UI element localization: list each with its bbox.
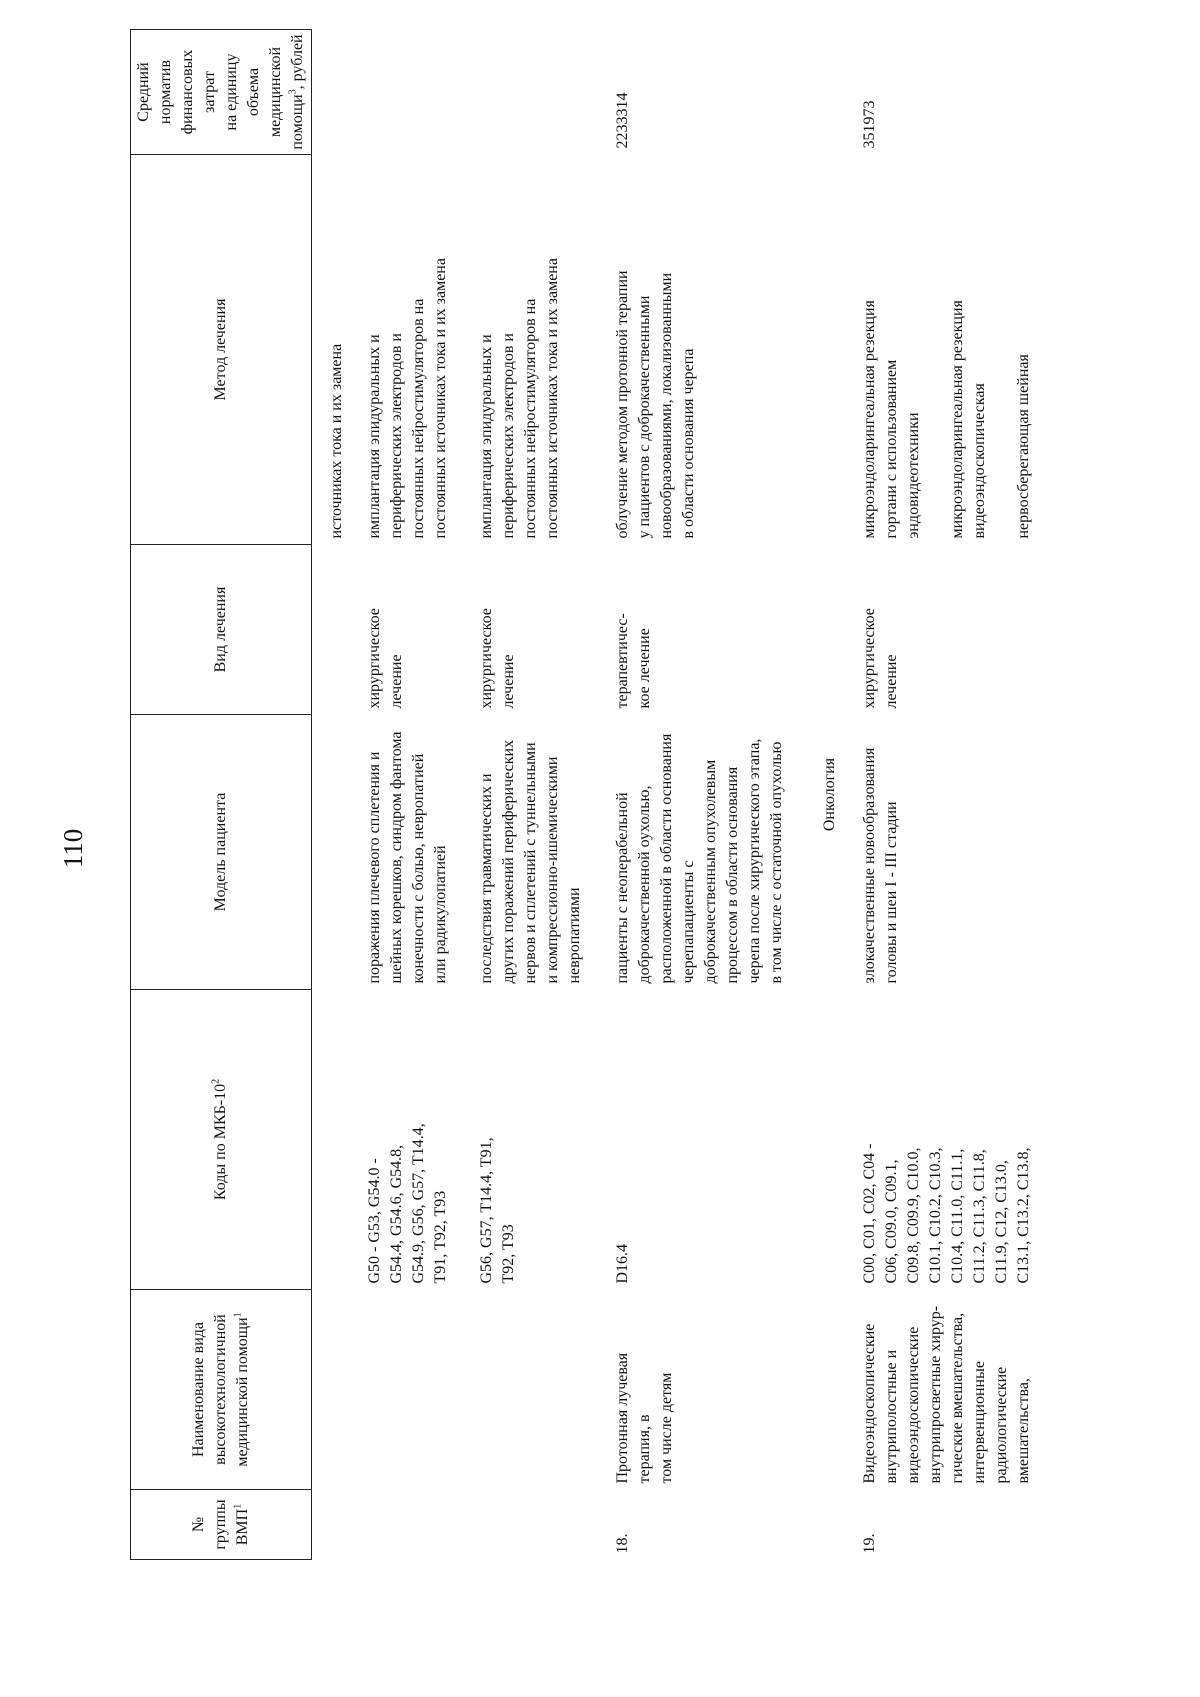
cell-vid: терапевтичес- кое лечение [613,613,653,709]
table-row [612,30,819,1560]
table-header-row [131,30,312,1560]
cell-method: имплантация эпидуральных и периферических электродов и постоянных нейростимуляторов на постоянных источниках тока и их замена [365,258,449,539]
table-row [476,30,612,1560]
cell-method: микроэндоларингеальная резекция гортани с использованием эндовидеотехники микроэндоларингеальная резекция видеоэндоскопическая нервосберегающая шейная [860,300,1032,539]
header-cost: Средний норматив финансовых затрат на единицу объема медицинской помощи$^3$, рублей [131,30,312,155]
table-row [859,30,1035,1560]
header-model: Модель пациента [131,715,312,990]
header-name: Наименование вида высокотехнологичной медицинской помощи$^1$ [131,1290,312,1490]
cell-cost: 2233314 [613,92,631,149]
header-method: Метод лечения [131,155,312,545]
cell-method: источниках тока и их замена [328,343,345,539]
cell-codes: D16.4 [613,1243,631,1284]
cell-model: последствия травматических и других поражений периферических нервов и сплетений с туннельными и компрессионно-ишемическими невропатиями [477,739,583,984]
cell-vid: хирургическое лечение [477,608,517,709]
cell-codes: C00, C01, C02, C04 - C06, C09.0, C09.1, C09.8, C09.9, C10.0, C10.1, C10.2, C10.3, C10.4, C11.0, C11.1, C11.2, C11.3, C11.8, C11.9, C12, C13.0, C13.1, C13.2, C13.8, [860,1143,1032,1284]
cell-model: злокачественные новообразования головы и шеи I - III стадии [860,747,900,984]
cell-vid: хирургическое лечение [860,608,900,709]
section-title-oncology: Онкология [820,757,838,832]
cell-method: облучение методом протонной терапии у пациентов с доброкачественными новообразованиями, локализованными в области основания черепа [613,270,697,539]
header-num: № группы ВМП$^1$ [131,1490,312,1560]
cell-model: пациенты с неоперабельной доброкачественной оухолью, расположенной в области основания черепапациенты с доброкачественным опухолевым процессом в области основания черепа после хирургического этапа, в том числе с остаточной опухолью [613,733,785,984]
table-row [312,30,364,1560]
vmp-table [130,29,1035,1560]
cell-name: Видеоэндоскопические внутриполостные и видеоэндоскопические внутрипросветные хирур- гические вмешательства, интервенционные радиологические вмешательства, [860,1305,1032,1484]
page-number: 110 [58,828,88,869]
cell-codes: G56, G57, T14.4, T91, T92, T93 [477,1137,517,1284]
cell-method: имплантация эпидуральных и периферических электродов и постоянных нейростимуляторов на постоянных источниках тока и их замена [477,258,561,539]
cell-vid: хирургическое лечение [365,608,405,709]
cell-codes: G50 - G53, G54.0 - G54.4, G54.6, G54.8, G54.9, G56, G57, T14.4, T91, T92, T93 [365,1123,449,1284]
cell-model: поражения плечевого сплетения и шейных корешков, синдром фантома конечности с болью, невропатией или радикулопатией [365,731,449,984]
cell-num: 18. [613,1533,631,1554]
header-vid: Вид лечения [131,545,312,715]
section-row [819,30,859,1560]
cell-name: Протонная лучевая терапия, в том числе детям [613,1352,675,1484]
cell-num: 19. [860,1533,878,1554]
table-row [364,30,476,1560]
cell-cost: 351973 [860,100,878,149]
header-codes: Коды по МКБ-$10^2$ [131,990,312,1290]
